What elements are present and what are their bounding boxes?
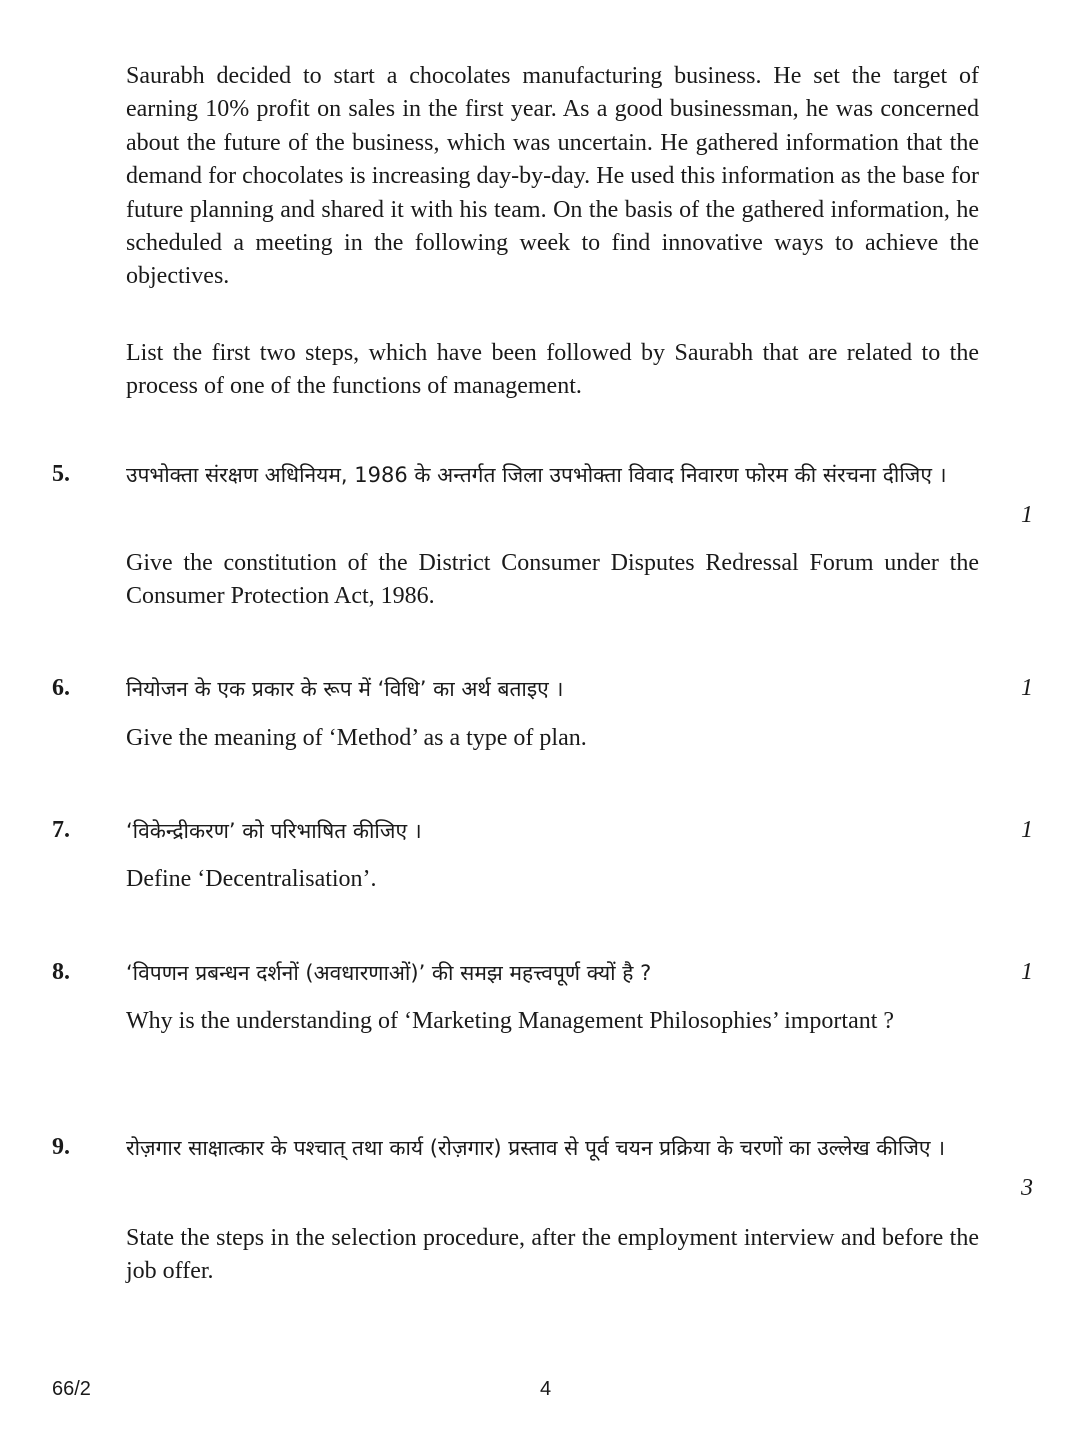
question-number: 9. xyxy=(52,1134,70,1160)
question-hindi: रोज़गार साक्षात्कार के पश्चात् तथा कार्य (रोज़गार) प्रस्ताव से पूर्व चयन प्रक्रिया के चरणों का उल्लेख कीजिए । xyxy=(126,1136,946,1160)
paper-code: 66/2 xyxy=(52,1378,91,1400)
question-hindi: ‘विपणन प्रबन्धन दर्शनों (अवधारणाओं)’ की समझ महत्त्वपूर्ण क्यों है ? xyxy=(126,961,652,985)
question-marks: 1 xyxy=(1021,675,1033,701)
question-hindi: उपभोक्ता संरक्षण अधिनियम, 1986 के अन्तर्गत जिला उपभोक्ता विवाद निवारण फोरम की संरचना दीजिए । xyxy=(126,463,947,487)
question-english: State the steps in the selection procedure, after the employment interview and before the job offer. xyxy=(126,1225,979,1285)
question-english: Define ‘Decentralisation’. xyxy=(126,866,377,892)
case-passage: Saurabh decided to start a chocolates manufacturing business. He set the target of earning 10% profit on sales in the first year. As a good businessman, he was concerned about the future of the business, which was uncertain. He gathered information that the demand for chocolates is increasing day-by-day. He used this information as the base for future planning and shared it with his team. On the basis of the gathered information, he scheduled a meeting in the following week to find innovative ways to achieve the objectives. xyxy=(126,63,979,290)
question-marks: 1 xyxy=(1021,959,1033,985)
question-number: 5. xyxy=(52,461,70,487)
question-number: 7. xyxy=(52,817,70,843)
page-number: 4 xyxy=(540,1378,552,1400)
question-english: Why is the understanding of ‘Marketing Management Philosophies’ important ? xyxy=(126,1008,895,1034)
question-hindi: ‘विकेन्द्रीकरण’ को परिभाषित कीजिए । xyxy=(126,819,422,843)
question-hindi: नियोजन के एक प्रकार के रूप में ‘विधि’ का अर्थ बताइए । xyxy=(126,677,564,701)
question-marks: 1 xyxy=(1021,502,1033,528)
question-marks: 3 xyxy=(1021,1175,1033,1201)
question-number: 6. xyxy=(52,675,70,701)
case-question: List the first two steps, which have been followed by Saurabh that are related to the process of one of the functions of management. xyxy=(126,340,979,400)
question-marks: 1 xyxy=(1021,817,1033,843)
question-number: 8. xyxy=(52,959,70,985)
question-english: Give the constitution of the District Consumer Disputes Redressal Forum under the Consumer Protection Act, 1986. xyxy=(126,550,979,610)
question-english: Give the meaning of ‘Method’ as a type of plan. xyxy=(126,725,587,751)
